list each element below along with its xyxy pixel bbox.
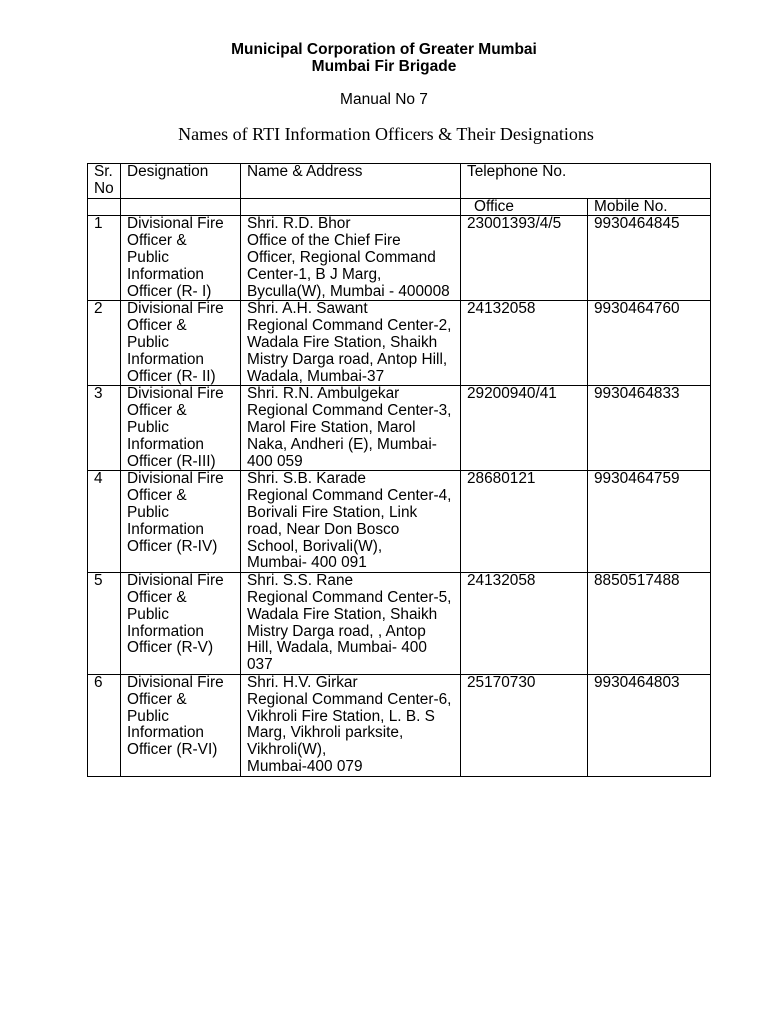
office-phone-cell: 24132058 xyxy=(461,573,588,675)
office-phone-cell: 25170730 xyxy=(461,674,588,776)
table-row xyxy=(88,301,711,386)
sr-no-cell: 6 xyxy=(88,674,121,776)
mobile-phone-cell: 8850517488 xyxy=(588,573,711,675)
table-row xyxy=(88,216,711,301)
name-address-header: Name & Address xyxy=(241,164,461,199)
designation-cell: Divisional Fire Officer & Public Information Officer (R-III) xyxy=(121,386,241,471)
office-phone-cell: 28680121 xyxy=(461,471,588,573)
table-row xyxy=(88,471,711,573)
empty-subheader-cell xyxy=(121,198,241,216)
name-address-cell: Shri. H.V. Girkar Regional Command Center-6, Vikhroli Fire Station, L. B. S Marg, Vikhroli parksite, Vikhroli(W), Mumbai-400 079 xyxy=(241,674,461,776)
empty-subheader-cell xyxy=(241,198,461,216)
rti-officers-table xyxy=(87,163,711,777)
mobile-phone-header: Mobile No. xyxy=(588,198,711,216)
mobile-phone-cell: 9930464845 xyxy=(588,216,711,301)
sr-no-header: Sr. No xyxy=(88,164,121,199)
designation-cell: Divisional Fire Officer & Public Information Officer (R- II) xyxy=(121,301,241,386)
name-address-cell: Shri. A.H. Sawant Regional Command Center-2, Wadala Fire Station, Shaikh Mistry Darga road, Antop Hill, Wadala, Mumbai-37 xyxy=(241,301,461,386)
designation-cell: Divisional Fire Officer & Public Information Officer (R-IV) xyxy=(121,471,241,573)
empty-subheader-cell xyxy=(88,198,121,216)
telephone-header: Telephone No. xyxy=(461,164,711,199)
office-phone-header: Office xyxy=(461,198,588,216)
designation-cell: Divisional Fire Officer & Public Information Officer (R- I) xyxy=(121,216,241,301)
sr-no-cell: 2 xyxy=(88,301,121,386)
designation-header: Designation xyxy=(121,164,241,199)
table-row xyxy=(88,573,711,675)
organization-name: Municipal Corporation of Greater Mumbai xyxy=(231,41,537,58)
office-phone-cell: 29200940/41 xyxy=(461,386,588,471)
designation-cell: Divisional Fire Officer & Public Information Officer (R-V) xyxy=(121,573,241,675)
manual-number: Manual No 7 xyxy=(340,91,428,108)
office-phone-cell: 24132058 xyxy=(461,301,588,386)
table-row xyxy=(88,674,711,776)
name-address-cell: Shri. R.N. Ambulgekar Regional Command Center-3, Marol Fire Station, Marol Naka, Andheri (E), Mumbai- 400 059 xyxy=(241,386,461,471)
table-subheader-row xyxy=(88,198,711,216)
sr-no-cell: 3 xyxy=(88,386,121,471)
document-title: Names of RTI Information Officers & Their Designations xyxy=(178,124,594,144)
table-row xyxy=(88,386,711,471)
name-address-cell: Shri. S.S. Rane Regional Command Center-5, Wadala Fire Station, Shaikh Mistry Darga road, , Antop Hill, Wadala, Mumbai- 400 037 xyxy=(241,573,461,675)
mobile-phone-cell: 9930464803 xyxy=(588,674,711,776)
department-name: Mumbai Fir Brigade xyxy=(311,58,457,75)
sr-no-cell: 5 xyxy=(88,573,121,675)
name-address-cell: Shri. S.B. Karade Regional Command Center-4, Borivali Fire Station, Link road, Near Don Bosco School, Borivali(W), Mumbai- 400 091 xyxy=(241,471,461,573)
mobile-phone-cell: 9930464833 xyxy=(588,386,711,471)
designation-cell: Divisional Fire Officer & Public Information Officer (R-VI) xyxy=(121,674,241,776)
mobile-phone-cell: 9930464759 xyxy=(588,471,711,573)
mobile-phone-cell: 9930464760 xyxy=(588,301,711,386)
table-header-row xyxy=(88,164,711,199)
sr-no-cell: 4 xyxy=(88,471,121,573)
name-address-cell: Shri. R.D. Bhor Office of the Chief Fire Officer, Regional Command Center-1, B J Marg, Byculla(W), Mumbai - 400008 xyxy=(241,216,461,301)
office-phone-cell: 23001393/4/5 xyxy=(461,216,588,301)
sr-no-cell: 1 xyxy=(88,216,121,301)
